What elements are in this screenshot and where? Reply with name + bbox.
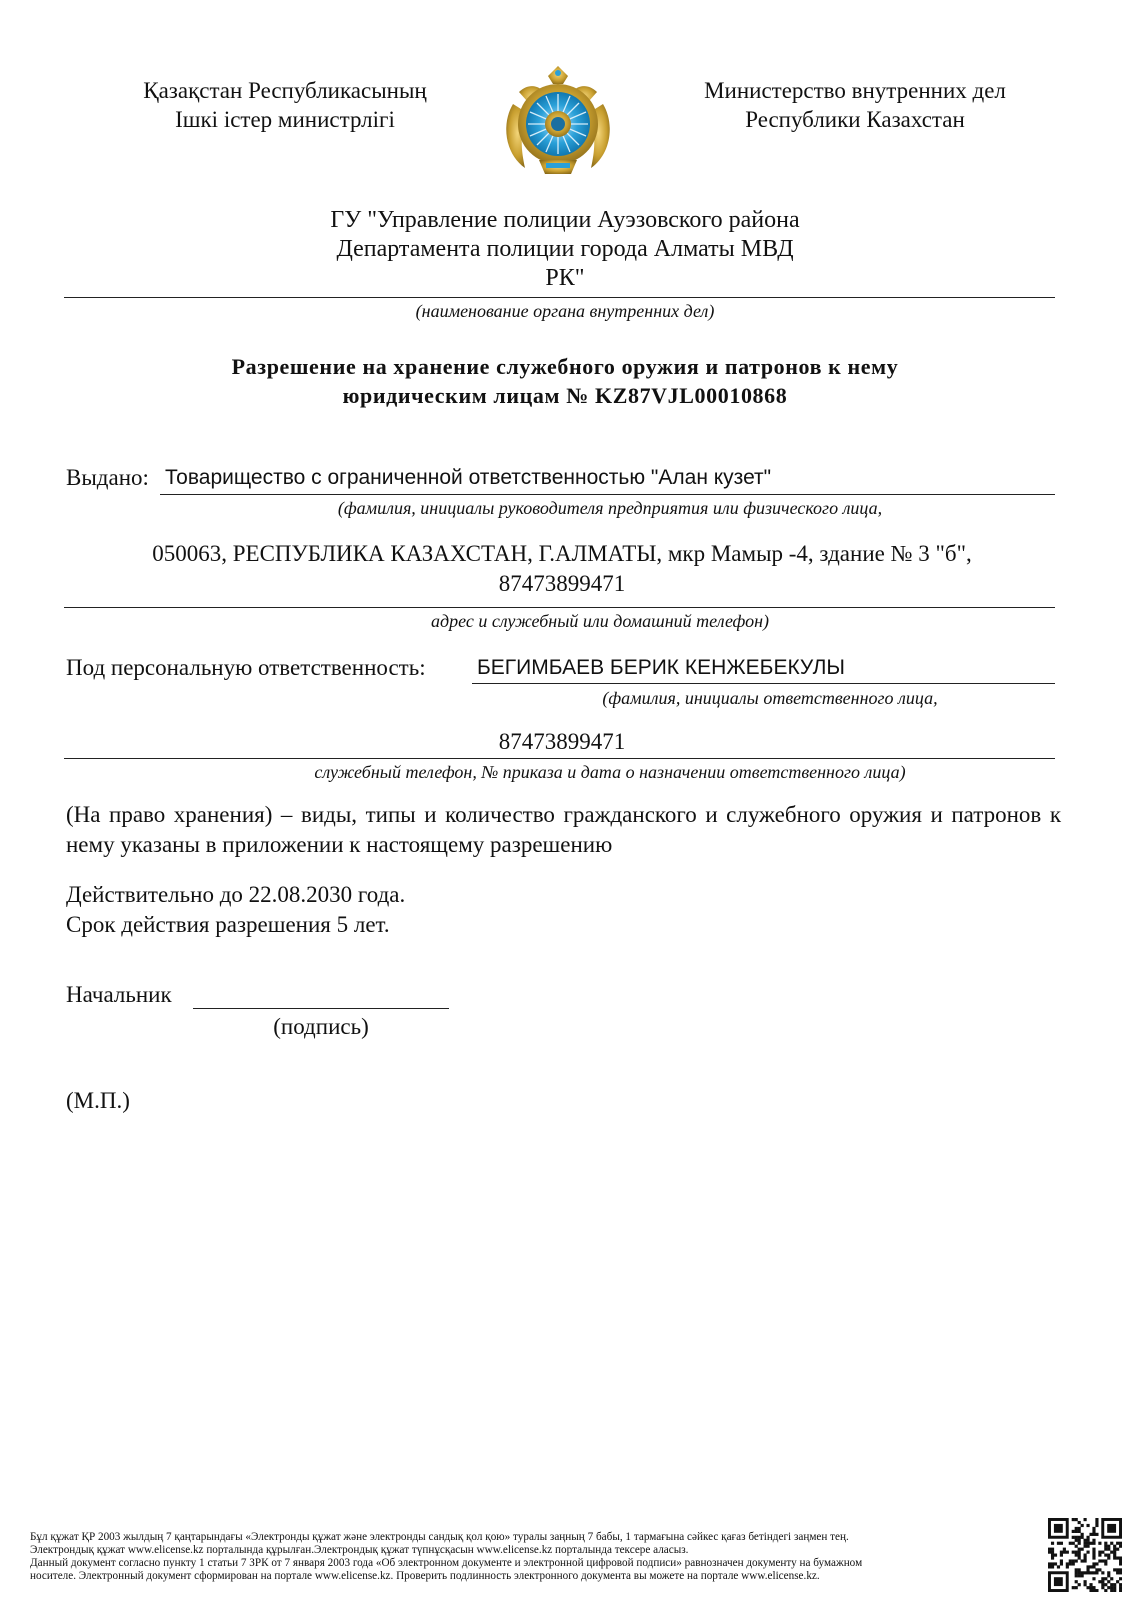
title-line2: юридическим лицам № KZ87VJL00010868 [342, 383, 788, 408]
organ-name [250, 206, 880, 293]
footer-line3: Данный документ согласно пункту 1 статьи 7 ЗРК от 7 января 2003 года «Об электронном документе и электронной цифровой подписи» равнозначен документу на бумажном [30, 1557, 863, 1569]
issued-caption: (фамилия, инициалы руководителя предприятия или физического лица, [337, 498, 883, 518]
signature-caption: (подпись) [273, 1014, 369, 1039]
issued-rule [160, 494, 1055, 495]
footer-legal-text [30, 1531, 1030, 1583]
footer-line4: носителе. Электронный документ сформирован на портале www.elicense.kz. Проверить подлинность электронного документа вы можете на портале www.elicense.kz. [30, 1570, 820, 1582]
organ-line2: Департамента полиции города Алматы МВД [336, 236, 794, 262]
address-block [66, 539, 1058, 599]
organ-line1: ГУ "Управление полиции Ауэзовского района [330, 207, 800, 233]
organ-caption: (наименование органа внутренних дел) [415, 301, 715, 321]
header-right-line2: Республики Казахстан [745, 107, 965, 132]
phone-rule [64, 758, 1055, 759]
phone-caption: служебный телефон, № приказа и дата о назначении ответственного лица) [314, 762, 906, 782]
body-text: (На право хранения) – виды, типы и количество гражданского и служебного оружия и патронов к нему указаны в приложении к настоящему разрешению [66, 802, 1061, 857]
header-right-line1: Министерство внутренних дел [704, 78, 1006, 103]
state-emblem-icon [499, 64, 617, 182]
address-rule [64, 607, 1055, 608]
stamp-label: (М.П.) [66, 1088, 130, 1113]
issued-value: Товарищество с ограниченной ответственностью "Алан кузет" [165, 466, 772, 489]
address-caption: адрес и служебный или домашний телефон) [430, 611, 770, 631]
qr-code-icon [1048, 1518, 1122, 1592]
issued-label: Выдано: [66, 465, 149, 490]
address-line1: 050063, РЕСПУБЛИКА КАЗАХСТАН, Г.АЛМАТЫ, мкр Мамыр -4, здание № 3 "б", [152, 541, 972, 566]
footer-line2: Электрондық құжат www.elicense.kz порталында құрылған.Электрондық құжат түпнұсқасын www.elicense.kz порталында тексере аласыз. [30, 1544, 689, 1556]
footer-line1: Бұл құжат ҚР 2003 жылдың 7 қаңтарындағы «Электронды құжат және электронды сандық қол қою» туралы заңның 7 бабы, 1 тармағына сәйкес қағаз бетіндегі заңмен тең. [30, 1531, 849, 1543]
validity-line2: Срок действия разрешения 5 лет. [66, 912, 390, 937]
title-line1: Разрешение на хранение служебного оружия и патронов к нему [231, 354, 899, 379]
header-left [100, 76, 470, 134]
responsible-value: БЕГИМБАЕВ БЕРИК КЕНЖЕБЕКУЛЫ [477, 656, 845, 679]
responsible-label: Под персональную ответственность: [66, 655, 426, 680]
organ-line3: РК" [545, 265, 585, 291]
responsible-rule [472, 683, 1055, 684]
signature-label: Начальник [66, 982, 172, 1007]
header-left-line1: Қазақстан Республикасының [143, 78, 427, 103]
validity-block [66, 880, 405, 940]
header-right [655, 76, 1055, 134]
validity-line1: Действительно до 22.08.2030 года. [66, 882, 406, 907]
responsible-caption: (фамилия, инициалы ответственного лица, [602, 688, 938, 708]
phone-value: 87473899471 [498, 729, 626, 754]
document-title [120, 352, 1010, 410]
address-line2: 87473899471 [498, 571, 626, 596]
header-left-line2: Ішкі істер министрлігі [175, 107, 395, 132]
organ-rule [64, 297, 1055, 298]
signature-line [193, 1008, 449, 1009]
